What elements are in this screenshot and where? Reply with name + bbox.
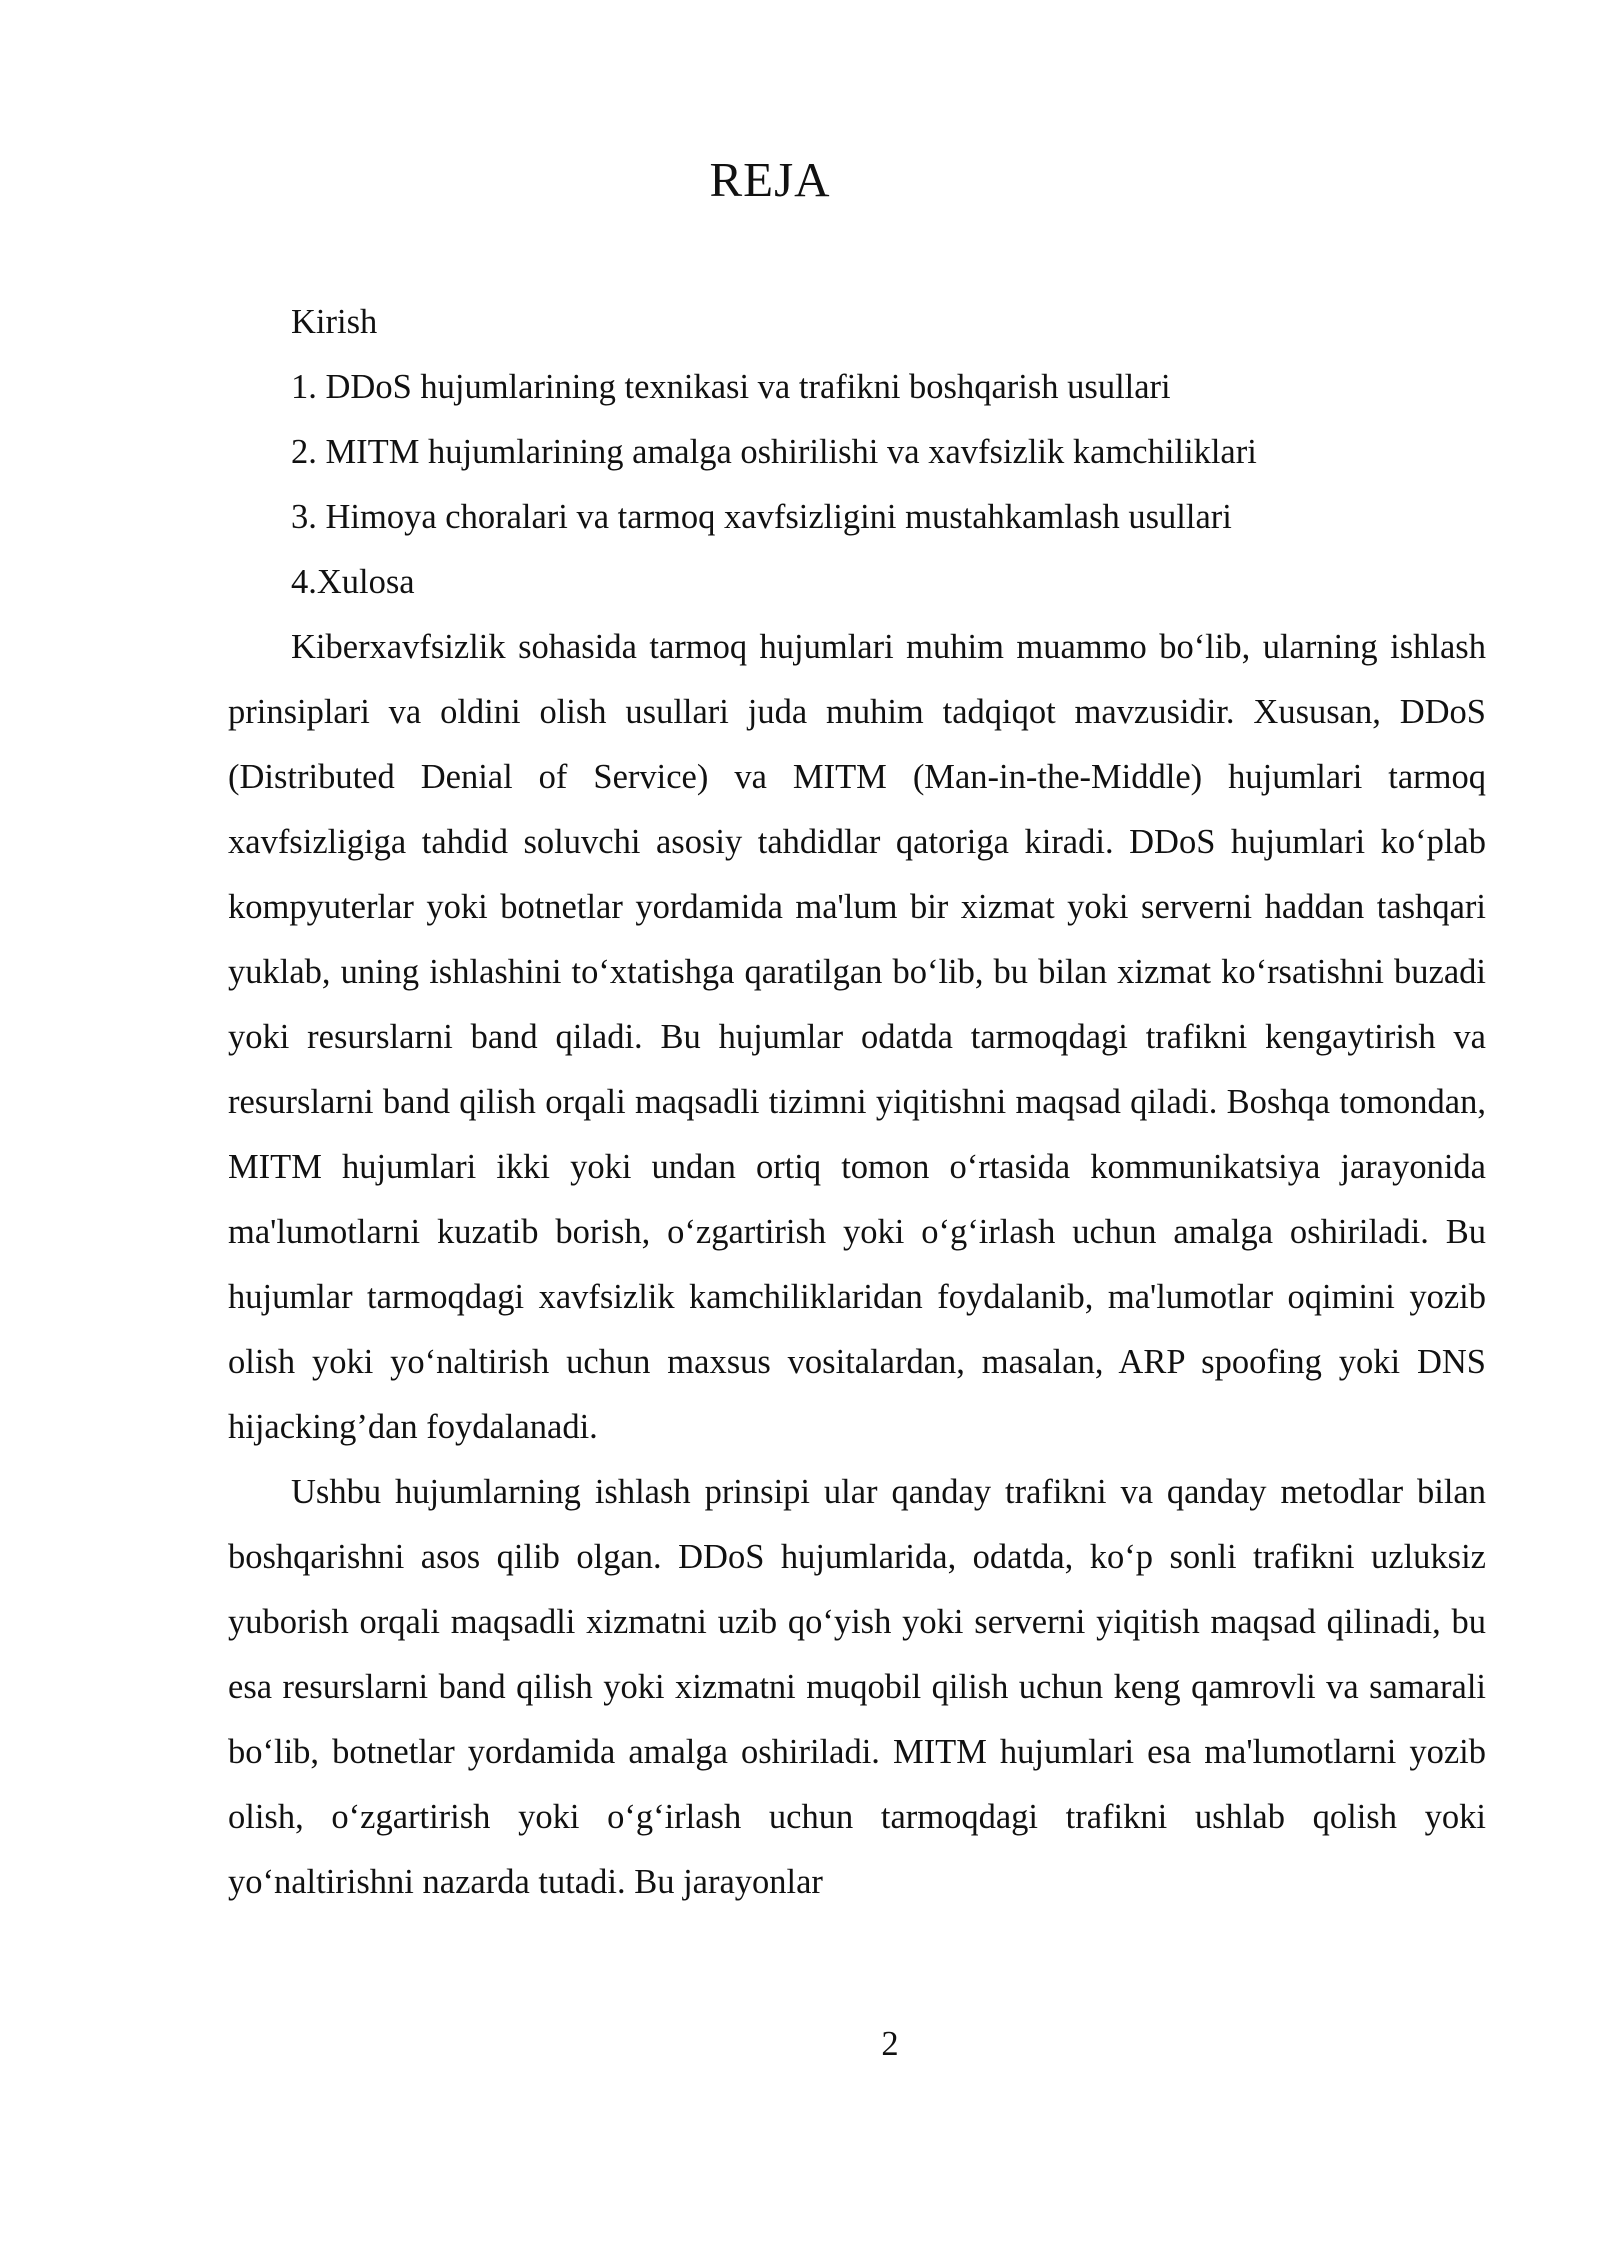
toc-item-1: 1. DDoS hujumlarining texnikasi va trafikni boshqarish usullari [291, 368, 1171, 406]
body-paragraph-2: Ushbu hujumlarning ishlash prinsipi ular qanday trafikni va qanday metodlar bilan boshqarishni asos qilib olgan. DDoS hujumlarida, odatda, ko‘p sonli trafikni uzluksiz yuborish orqali maqsadli xizmatni uzib qo‘yish yoki serverni yiqitish maqsad qilinadi, bu esa resurslarni band qilish yoki xizmatni muqobil qilish uchun keng qamrovli va samarali bo‘lib, botnetlar yordamida amalga oshiriladi. MITM hujumlari esa ma'lumotlarni yozib olish, o‘zgartirish yoki o‘g‘irlash uchun tarmoqdagi trafikni ushlab qolish yoki yo‘naltirishni nazarda tutadi. Bu jarayonlar [228, 1473, 1486, 1901]
table-of-contents [228, 290, 1486, 615]
toc-item-2: 2. MITM hujumlarining amalga oshirilishi va xavfsizlik kamchiliklari [291, 433, 1257, 471]
document-body [228, 290, 1486, 1915]
body-paragraph-1: Kiberxavfsizlik sohasida tarmoq hujumlari muhim muammo bo‘lib, ularning ishlash prinsiplari va oldini olish usullari juda muhim tadqiqot mavzusidir. Xususan, DDoS (Distributed Denial of Service) va MITM (Man-in-the-Middle) hujumlari tarmoq xavfsizligiga tahdid soluvchi asosiy tahdidlar qatoriga kiradi. DDoS hujumlari ko‘plab kompyuterlar yoki botnetlar yordamida ma'lum bir xizmat yoki serverni haddan tashqari yuklab, uning ishlashini to‘xtatishga qaratilgan bo‘lib, bu bilan xizmat ko‘rsatishni buzadi yoki resurslarni band qiladi. Bu hujumlar odatda tarmoqdagi trafikni kengaytirish va resurslarni band qilish orqali maqsadli tizimni yiqitishni maqsad qiladi. Boshqa tomondan, MITM hujumlari ikki yoki undan ortiq tomon o‘rtasida kommunikatsiya jarayonida ma'lumotlarni kuzatib borish, o‘zgartirish yoki o‘g‘irlash uchun amalga oshiriladi. Bu hujumlar tarmoqdagi xavfsizlik kamchiliklaridan foydalanib, ma'lumotlar oqimini yozib olish yoki yo‘naltirish uchun maxsus vositalardan, masalan, ARP spoofing yoki DNS hijacking’dan foydalanadi. [228, 628, 1486, 1446]
toc-item-4: 4.Xulosa [291, 563, 415, 601]
toc-item-3: 3. Himoya choralari va tarmoq xavfsizligini mustahkamlash usullari [291, 498, 1232, 536]
page-title: REJA [709, 152, 831, 207]
toc-item-intro: Kirish [291, 303, 378, 341]
page-number: 2 [881, 2025, 899, 2063]
